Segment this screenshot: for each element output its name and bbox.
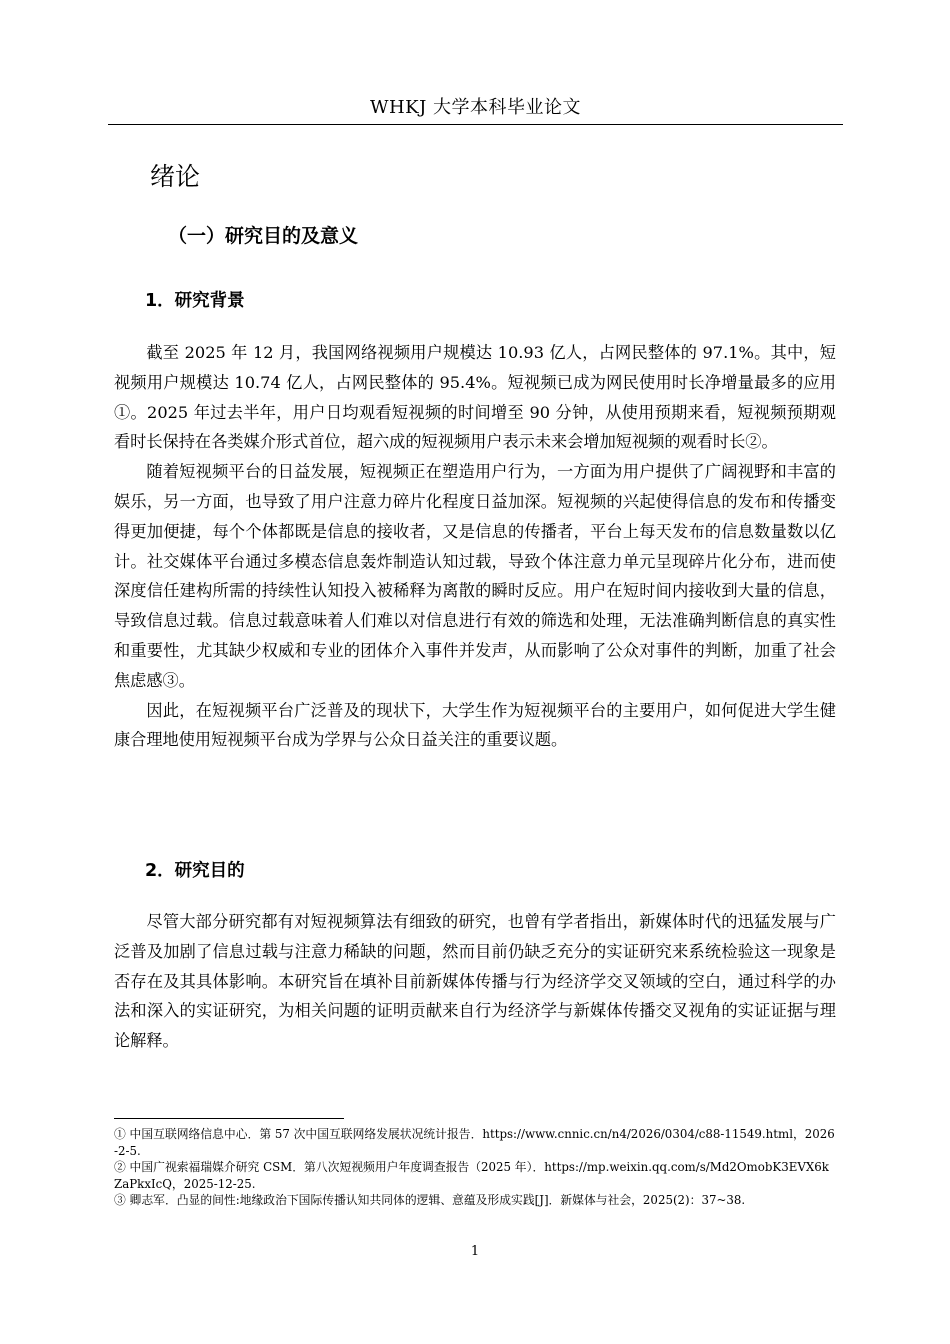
paragraph: 随着短视频平台的日益发展，短视频正在塑造用户行为，一方面为用户提供了广阔视野和丰富的娱乐，另一方面，也导致了用户注意力碎片化程度日益加深。短视频的兴起使得信息的发布和传播变得更加便捷，每个个体都既是信息的接收者，又是信息的传播者，平台上每天发布的信息数量数以亿计。社交媒体平台通过多模态信息轰炸制造认知过载，导致个体注意力单元呈现碎片化分布，进而使深度信任建构所需的持续性认知投入被稀释为离散的瞬时反应。用户在短时间内接收到大量的信息，导致信息过载。信息过载意味着人们难以对信息进行有效的筛选和处理，无法准确判断信息的真实性和重要性，尤其缺少权威和专业的团体介入事件并发声，从而影响了公众对事件的判断，加重了社会焦虑感③。 <box>114 462 836 690</box>
subsection-title-purpose: 2．研究目的 <box>145 861 245 881</box>
footnote: ① 中国互联网络信息中心．第 57 次中国互联网络发展状况统计报告．https://www.cnnic.cn/n4/2026/0304/c88-11549.html，2026-2-5. <box>114 1127 835 1158</box>
paragraph: 尽管大部分研究都有对短视频算法有细致的研究，也曾有学者指出，新媒体时代的迅猛发展与广泛普及加剧了信息过载与注意力稀缺的问题，然而目前仍缺乏充分的实证研究来系统检验这一现象是否存在及其具体影响。本研究旨在填补目前新媒体传播与行为经济学交叉领域的空白，通过科学的办法和深入的实证研究，为相关问题的证明贡献来自行为经济学与新媒体传播交叉视角的实证证据与理论解释。 <box>114 912 836 1051</box>
page-header: WHKJ 大学本科毕业论文 <box>369 97 582 118</box>
page-number: 1 <box>470 1244 480 1259</box>
header-rule <box>108 124 843 125</box>
subsection-title-background: 1．研究背景 <box>145 291 245 311</box>
purpose-text <box>114 907 836 1056</box>
footnote-rule <box>114 1118 344 1119</box>
background-text <box>114 338 836 755</box>
paragraph: 因此，在短视频平台广泛普及的现状下，大学生作为短视频平台的主要用户，如何促进大学生健康合理地使用短视频平台成为学界与公众日益关注的重要议题。 <box>114 700 836 750</box>
section-title: （一）研究目的及意义 <box>168 225 359 247</box>
chapter-title: 绪论 <box>150 162 201 191</box>
paragraph: 截至 2025 年 12 月，我国网络视频用户规模达 10.93 亿人，占网民整体的 97.1%。其中，短视频用户规模达 10.74 亿人，占网民整体的 95.4%。短视频已成为网民使用时长净增量最多的应用①。2025 年过去半年，用户日均观看短视频的时间增至 90 分钟，从使用预期来看，短视频预期观看时长保持在各类媒介形式首位，超六成的短视频用户表示未来会增加短视频的观看时长②。 <box>114 343 836 452</box>
footnotes <box>114 1126 836 1209</box>
footnote: ② 中国广视索福瑞媒介研究 CSM．第八次短视频用户年度调查报告（2025 年）．https://mp.weixin.qq.com/s/Md2OmobK3EVX6kZaPkxIcQ，2025-12-25. <box>114 1160 829 1191</box>
footnote: ③ 卿志军．凸显的间性:地缘政治下国际传播认知共同体的逻辑、意蕴及形成实践[J]．新媒体与社会，2025(2)：37~38. <box>114 1193 746 1208</box>
